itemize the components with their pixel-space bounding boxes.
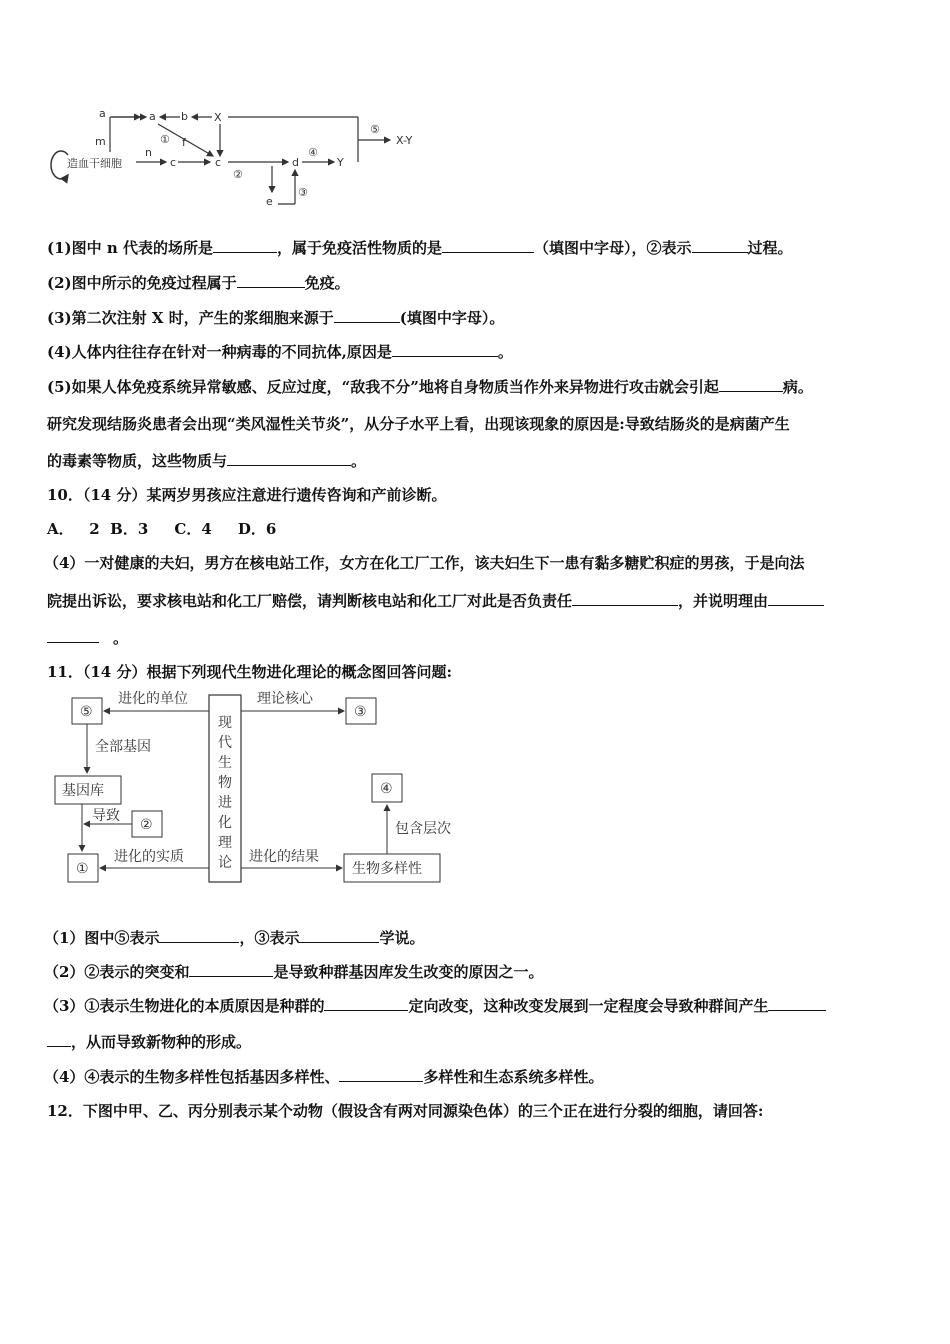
label-circ1: ①	[160, 133, 170, 146]
center-char-1: 代	[218, 735, 232, 751]
q11-part3a: （3）①表示生物进化的本质原因是种群的 定向改变，这种改变发展到一定程度会导致种群间产生	[44, 995, 826, 1016]
q10-title: 10．（14 分）某两岁男孩应注意进行遗传咨询和产前诊断。	[47, 486, 447, 504]
label-circ4: ④	[308, 146, 318, 159]
self-renew-arrow	[51, 151, 68, 179]
q11-part2: （2）②表示的突变和 是导致种群基因库发生改变的原因之一。	[44, 963, 544, 981]
causes-label: 导致	[92, 808, 120, 824]
label-e: e	[266, 195, 273, 208]
all-genes-label: 全部基因	[95, 739, 151, 755]
q9-part1: (1)图中 n 代表的场所是 ，属于免疫活性物质的是 （填图中字母），②表示 过程。	[47, 239, 793, 257]
center-char-0: 现	[218, 715, 232, 731]
q10-part4c: 。	[47, 627, 128, 648]
box-2-label: ②	[140, 817, 153, 833]
q12-title: 12．下图中甲、乙、丙分别表示某个动物（假设含有两对同源染色体）的三个正在进行分裂的细胞，请回答:	[47, 1102, 764, 1120]
q9-part4: (4)人体内往往存在针对一种病毒的不同抗体,原因是 。	[47, 343, 513, 361]
q11-title: 11．（14 分）根据下列现代生物进化理论的概念图回答问题:	[47, 663, 453, 681]
q11-part4: （4）④表示的生物多样性包括基因多样性、 多样性和生态系统多样性。	[44, 1068, 604, 1086]
biodiversity-label: 生物多样性	[352, 861, 422, 877]
label-f: f	[182, 136, 186, 149]
box-1-label: ①	[76, 861, 89, 877]
levels-label: 包含层次	[395, 821, 451, 837]
essence-label: 进化的实质	[114, 849, 184, 865]
label-m: m	[95, 135, 106, 148]
q9-part5b: 研究发现结肠炎患者会出现“类风湿性关节炎”，从分子水平上看，出现该现象的原因是:导致结肠炎的是病菌产生	[47, 415, 790, 433]
box-3-label: ③	[354, 704, 367, 720]
stem-cell-label: 造血干细胞	[67, 157, 122, 170]
label-X: X	[214, 111, 222, 124]
q10-part4a: （4）一对健康的夫妇，男方在核电站工作，女方在化工厂工作，该夫妇生下一患有黏多糖贮积症的男孩，于是向法	[44, 554, 805, 572]
q9-part5a: (5)如果人体免疫系统异常敏感、反应过度，“敌我不分”地将自身物质当作外来异物进行攻击就会引起 病。	[47, 378, 813, 396]
immune-process-diagram	[50, 100, 450, 215]
q11-part1: （1）图中⑤表示 ，③表示 学说。	[44, 929, 425, 947]
center-char-7: 论	[218, 855, 232, 871]
label-a-mid: a	[149, 110, 156, 123]
q9-part5c: 的毒素等物质，这些物质与 。	[47, 452, 367, 470]
label-c1: c	[170, 156, 177, 169]
center-char-4: 进	[218, 795, 232, 811]
label-Y: Y	[337, 156, 344, 169]
label-circ5: ⑤	[370, 123, 380, 136]
label-circ3: ③	[298, 186, 308, 199]
evolution-concept-diagram	[52, 685, 452, 890]
center-char-2: 生	[218, 755, 232, 771]
label-a-top: a	[99, 107, 106, 120]
label-n: n	[145, 146, 152, 159]
label-b: b	[181, 110, 188, 123]
label-d: d	[292, 156, 299, 169]
q9-part3: (3)第二次注射 X 时，产生的浆细胞来源于 (填图中字母）。	[47, 309, 505, 327]
q10-part4b: 院提出诉讼，要求核电站和化工厂赔偿，请判断核电站和化工厂对此是否负责任 ，并说明理由	[47, 590, 824, 611]
center-char-6: 理	[218, 835, 232, 851]
label-XY: X-Y	[396, 134, 413, 147]
box-4-label: ④	[380, 781, 393, 797]
label-c2: c	[215, 156, 222, 169]
center-char-3: 物	[218, 775, 232, 791]
center-char-5: 化	[218, 815, 232, 831]
result-label: 进化的结果	[249, 849, 319, 865]
q11-part3b: ，从而导致新物种的形成。	[47, 1031, 251, 1052]
core-label: 理论核心	[257, 691, 313, 707]
q10-options: A． 2 B．3 C．4 D．6	[47, 520, 277, 538]
unit-label: 进化的单位	[118, 691, 188, 707]
box-5-label: ⑤	[80, 704, 93, 720]
label-circ2: ②	[233, 168, 243, 181]
q9-part2: (2)图中所示的免疫过程属于 免疫。	[47, 274, 350, 292]
gene-pool-label: 基因库	[62, 783, 104, 799]
